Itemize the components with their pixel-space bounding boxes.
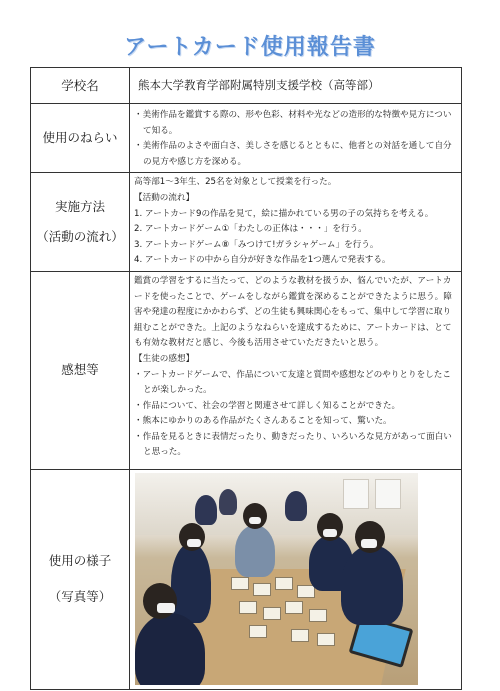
method-step: 1. アートカード9の作品を見て，絵に描かれている男の子の気持ちを考える。: [134, 208, 434, 219]
photo-card: [297, 585, 315, 598]
photo-card: [249, 625, 267, 638]
method-label-line2: （活動の流れ）: [36, 229, 124, 245]
aims-item: ・美術作品を鑑賞する際の、形や色彩、材料や光などの造形的な特徴や見方について知る。: [134, 110, 452, 136]
impressions-row: [31, 271, 462, 469]
method-label: [31, 173, 130, 272]
photo-label: [31, 469, 130, 689]
photo-row: [31, 469, 462, 689]
method-intro: 高等部1～3年生、25名を対象として授業を行った。: [134, 177, 337, 188]
school-row: [31, 68, 462, 104]
photo-student: [195, 495, 217, 525]
photo-student: [235, 525, 275, 577]
photo-mask: [249, 517, 261, 524]
photo-mask: [361, 539, 377, 548]
student-item: ・アートカードゲームで、作品について友達と質問や感想などのやりとりをしたことが楽しかった。: [134, 369, 451, 396]
photo-card: [317, 633, 335, 646]
photo-card: [253, 583, 271, 596]
photo-label-line1: 使用の様子: [48, 553, 112, 569]
method-row: [31, 173, 462, 272]
photo-student-head: [243, 503, 267, 529]
photo-card: [231, 577, 249, 590]
photo-window: [343, 479, 369, 509]
photo-card: [291, 629, 309, 642]
photo-window: [375, 479, 401, 509]
classroom-photo: [135, 473, 418, 685]
student-item: ・熊本にゆかりのある作品がたくさんあることを知って、驚いた。: [134, 416, 392, 427]
photo-cell: [130, 469, 462, 689]
photo-card: [263, 607, 281, 620]
report-table: [30, 67, 462, 690]
photo-student: [219, 489, 237, 515]
photo-student-head: [355, 521, 385, 553]
photo-student: [171, 543, 211, 623]
aims-label: 使用のねらい: [31, 104, 130, 173]
photo-student: [135, 613, 205, 685]
method-step: 2. アートカードゲーム①「わたしの正体は・・・」を行う。: [134, 224, 367, 235]
method-step: 4. アートカードの中から自分が好きな作品を1つ選んで発表する。: [134, 255, 391, 266]
photo-student-head: [143, 583, 177, 619]
school-value: [130, 68, 462, 104]
aims-item: ・美術作品のよさや面白さ、美しさを感じるとともに、他者との対話を通して自分の見方や感じ方を深める。: [134, 141, 452, 167]
photo-card: [239, 601, 257, 614]
school-label: 学校名: [31, 68, 130, 104]
impressions-label: 感想等: [31, 271, 130, 469]
aims-content: [130, 104, 462, 173]
photo-mask: [187, 539, 201, 547]
method-content: [130, 173, 462, 272]
method-step: 3. アートカードゲーム⑧「みつけて!ガラシャゲーム」を行う。: [134, 239, 379, 250]
impressions-content: [130, 271, 462, 469]
school-name: 熊本大学教育学部附属特別支援学校（高等部）: [138, 77, 380, 92]
method-flow-heading: 【活動の流れ】: [134, 192, 195, 203]
photo-student: [285, 491, 307, 521]
photo-label-line2: （写真等）: [48, 589, 112, 605]
photo-card: [275, 577, 293, 590]
photo-card: [285, 601, 303, 614]
method-label-line1: 実施方法: [54, 199, 105, 215]
student-item: ・作品を見るときに表情だったり、動きだったり、いろいろな見方があって面白いと思った。: [134, 431, 452, 458]
page-title: アートカード使用報告書: [124, 35, 376, 60]
student-item: ・作品について、社会の学習と関連させて詳しく知ることができた。: [134, 400, 401, 411]
photo-mask: [157, 603, 175, 613]
photo-mask: [323, 529, 337, 537]
student-heading: 【生徒の感想】: [134, 353, 195, 364]
photo-card: [309, 609, 327, 622]
photo-student: [341, 545, 403, 625]
aims-row: [31, 104, 462, 173]
impressions-paragraph: 鑑賞の学習をするに当たって、どのような教材を扱うか、悩んでいたが、アートカードを使ったことで、ゲームをしながら鑑賞を深めることができたように思う。障害や発達の程度にかかわらず、どの生徒も興味関心をもって、集中して学習に取り組むことができた。上記のようなねらいを達成するために、アートカードは、とても有効な教材だと感じ、今後も活用させていただきたいと思う。: [134, 275, 452, 349]
